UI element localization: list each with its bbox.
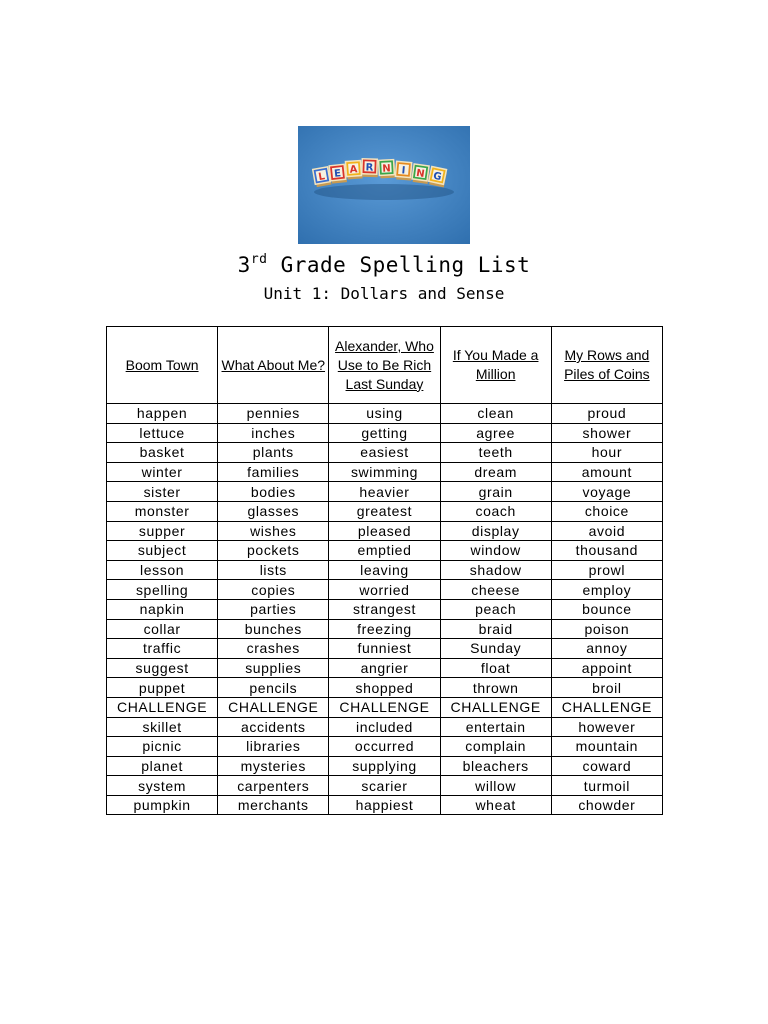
table-cell: CHALLENGE — [218, 697, 329, 717]
table-cell: happen — [107, 404, 218, 424]
table-row — [107, 580, 663, 600]
page-title: 3rd Grade Spelling List — [237, 252, 531, 277]
learning-blocks-image — [298, 126, 470, 244]
table-row — [107, 697, 663, 717]
table-cell: mountain — [551, 737, 662, 757]
table-cell: bounce — [551, 599, 662, 619]
table-cell: cheese — [440, 580, 551, 600]
letter-block — [313, 167, 332, 188]
table-cell: sister — [107, 482, 218, 502]
letter-block — [412, 164, 430, 184]
table-cell: entertain — [440, 717, 551, 737]
table-cell: picnic — [107, 737, 218, 757]
table-row — [107, 521, 663, 541]
table-cell: braid — [440, 619, 551, 639]
table-cell: suggest — [107, 658, 218, 678]
table-cell: supplies — [218, 658, 329, 678]
table-cell: accidents — [218, 717, 329, 737]
table-cell: CHALLENGE — [107, 697, 218, 717]
table-cell: CHALLENGE — [440, 697, 551, 717]
spelling-table — [106, 326, 663, 815]
table-cell: monster — [107, 501, 218, 521]
table-cell: prowl — [551, 560, 662, 580]
column-header: If You Made a Million — [440, 327, 551, 404]
block-letter: G — [432, 170, 443, 184]
table-cell: appoint — [551, 658, 662, 678]
table-cell: grain — [440, 482, 551, 502]
table-cell: traffic — [107, 639, 218, 659]
table-cell: broil — [551, 678, 662, 698]
table-cell: turmoil — [551, 776, 662, 796]
table-row — [107, 756, 663, 776]
table-cell: pumpkin — [107, 795, 218, 815]
table-cell: Sunday — [440, 639, 551, 659]
table-cell: voyage — [551, 482, 662, 502]
table-cell: amount — [551, 462, 662, 482]
table-cell: display — [440, 521, 551, 541]
table-row — [107, 678, 663, 698]
table-row — [107, 541, 663, 561]
letter-block — [395, 161, 413, 180]
table-row — [107, 423, 663, 443]
table-cell: angrier — [329, 658, 440, 678]
table-cell: pennies — [218, 404, 329, 424]
table-cell: shopped — [329, 678, 440, 698]
table-cell: employ — [551, 580, 662, 600]
table-row — [107, 599, 663, 619]
table-cell: chowder — [551, 795, 662, 815]
table-cell: agree — [440, 423, 551, 443]
column-header: My Rows and Piles of Coins — [551, 327, 662, 404]
table-cell: swimming — [329, 462, 440, 482]
table-cell: skillet — [107, 717, 218, 737]
table-cell: crashes — [218, 639, 329, 659]
table-cell: funniest — [329, 639, 440, 659]
table-cell: greatest — [329, 501, 440, 521]
table-cell: pleased — [329, 521, 440, 541]
table-cell: included — [329, 717, 440, 737]
letter-block — [362, 159, 379, 178]
table-cell: CHALLENGE — [551, 697, 662, 717]
table-cell: willow — [440, 776, 551, 796]
table-cell: teeth — [440, 443, 551, 463]
table-cell: shadow — [440, 560, 551, 580]
letter-block — [379, 160, 396, 179]
table-cell: happiest — [329, 795, 440, 815]
table-cell: coach — [440, 501, 551, 521]
table-cell: puppet — [107, 678, 218, 698]
table-cell: families — [218, 462, 329, 482]
table-cell: plants — [218, 443, 329, 463]
table-cell: supper — [107, 521, 218, 541]
table-cell: avoid — [551, 521, 662, 541]
column-header: Alexander, Who Use to Be Rich Last Sunday — [329, 327, 440, 404]
table-cell: pockets — [218, 541, 329, 561]
table-cell: CHALLENGE — [329, 697, 440, 717]
table-cell: peach — [440, 599, 551, 619]
table-row — [107, 501, 663, 521]
table-cell: worried — [329, 580, 440, 600]
table-cell: bleachers — [440, 756, 551, 776]
table-row — [107, 737, 663, 757]
table-cell: hour — [551, 443, 662, 463]
table-cell: mysteries — [218, 756, 329, 776]
table-row — [107, 443, 663, 463]
table-cell: easiest — [329, 443, 440, 463]
table-cell: wheat — [440, 795, 551, 815]
table-cell: however — [551, 717, 662, 737]
letter-block — [329, 164, 347, 184]
table-cell: carpenters — [218, 776, 329, 796]
table-cell: subject — [107, 541, 218, 561]
table-cell: supplying — [329, 756, 440, 776]
table-row — [107, 717, 663, 737]
table-cell: leaving — [329, 560, 440, 580]
table-cell: clean — [440, 404, 551, 424]
table-cell: lettuce — [107, 423, 218, 443]
table-cell: scarier — [329, 776, 440, 796]
table-cell: using — [329, 404, 440, 424]
table-row — [107, 639, 663, 659]
table-cell: spelling — [107, 580, 218, 600]
table-cell: shower — [551, 423, 662, 443]
table-cell: freezing — [329, 619, 440, 639]
table-cell: strangest — [329, 599, 440, 619]
table-cell: getting — [329, 423, 440, 443]
letter-block — [345, 160, 362, 179]
table-cell: occurred — [329, 737, 440, 757]
table-cell: pencils — [218, 678, 329, 698]
table-row — [107, 795, 663, 815]
table-cell: proud — [551, 404, 662, 424]
table-row — [107, 776, 663, 796]
table-cell: coward — [551, 756, 662, 776]
table-cell: napkin — [107, 599, 218, 619]
table-cell: float — [440, 658, 551, 678]
table-cell: emptied — [329, 541, 440, 561]
table-cell: heavier — [329, 482, 440, 502]
table-cell: winter — [107, 462, 218, 482]
table-cell: annoy — [551, 639, 662, 659]
table-cell: dream — [440, 462, 551, 482]
table-row — [107, 462, 663, 482]
table-row — [107, 619, 663, 639]
table-cell: bodies — [218, 482, 329, 502]
table-header-row — [107, 327, 663, 404]
table-row — [107, 404, 663, 424]
table-cell: lists — [218, 560, 329, 580]
table-row — [107, 658, 663, 678]
table-cell: merchants — [218, 795, 329, 815]
table-cell: glasses — [218, 501, 329, 521]
table-cell: collar — [107, 619, 218, 639]
table-cell: copies — [218, 580, 329, 600]
table-row — [107, 560, 663, 580]
block-letter: N — [415, 167, 426, 180]
table-cell: wishes — [218, 521, 329, 541]
table-cell: planet — [107, 756, 218, 776]
table-row — [107, 482, 663, 502]
block-letter: R — [365, 162, 374, 174]
block-letter: L — [317, 171, 326, 184]
page-subtitle: Unit 1: Dollars and Sense — [263, 284, 505, 303]
table-cell: poison — [551, 619, 662, 639]
column-header: What About Me? — [218, 327, 329, 404]
table-cell: complain — [440, 737, 551, 757]
table-cell: window — [440, 541, 551, 561]
table-cell: basket — [107, 443, 218, 463]
block-letter: E — [333, 168, 342, 180]
table-cell: choice — [551, 501, 662, 521]
table-cell: thousand — [551, 541, 662, 561]
column-header: Boom Town — [107, 327, 218, 404]
table-cell: system — [107, 776, 218, 796]
table-cell: libraries — [218, 737, 329, 757]
table-cell: thrown — [440, 678, 551, 698]
table-cell: inches — [218, 423, 329, 443]
block-letter: I — [401, 165, 406, 177]
table-cell: lesson — [107, 560, 218, 580]
block-letter: A — [349, 164, 358, 176]
block-letter: N — [382, 163, 392, 175]
table-cell: parties — [218, 599, 329, 619]
table-cell: bunches — [218, 619, 329, 639]
